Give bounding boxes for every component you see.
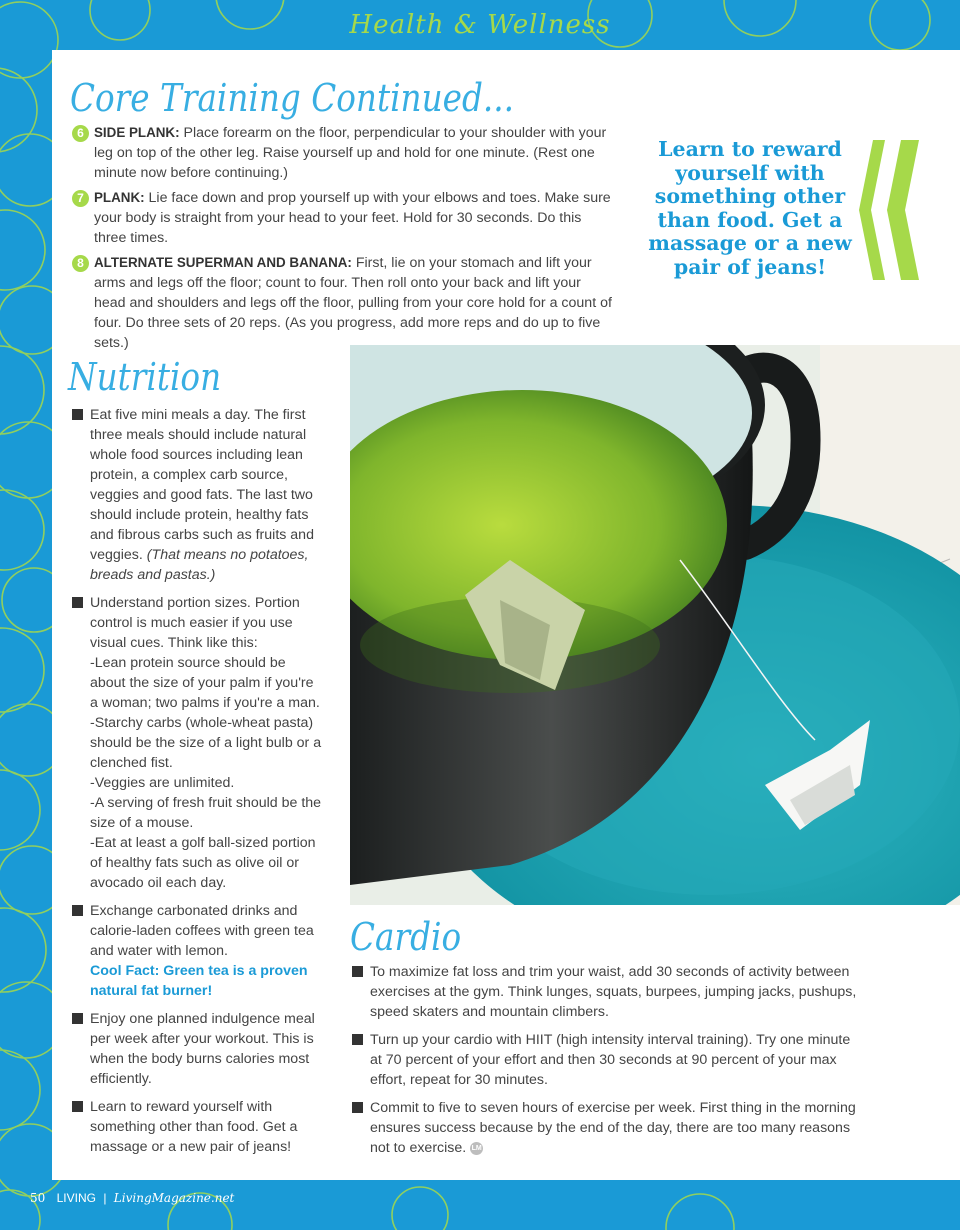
cardio-list bbox=[352, 962, 858, 1166]
footer-separator: | bbox=[103, 1191, 107, 1205]
bullet-square-icon bbox=[72, 409, 83, 420]
green-tea-photo bbox=[350, 345, 960, 905]
core-step bbox=[72, 123, 612, 183]
step-text: Lie face down and prop yourself up with your elbows and toes. Make sure your body is straight from your head to your feet. Hold for 30 seconds. Do this three times. bbox=[94, 190, 611, 246]
magazine-page bbox=[52, 50, 960, 1180]
step-label: ALTERNATE SUPERMAN AND BANANA: bbox=[94, 255, 352, 270]
bullet-square-icon bbox=[72, 1013, 83, 1024]
footer-brand: LIVING bbox=[56, 1191, 96, 1205]
cardio-item-text: Commit to five to seven hours of exercise per week. First thing in the morning ensures success because by the end of the day, there are too many reasons not to exercise. bbox=[370, 1100, 856, 1156]
nutrition-item-text: Enjoy one planned indulgence meal per week after your workout. This is when the body burns calories most efficiently. bbox=[90, 1011, 315, 1087]
section-header bbox=[0, 0, 960, 50]
bullet-square-icon bbox=[352, 1102, 363, 1113]
step-label: SIDE PLANK: bbox=[94, 125, 180, 140]
nutrition-item bbox=[72, 1009, 322, 1089]
nutrition-item bbox=[72, 405, 322, 585]
chevron-quote-icon bbox=[859, 140, 923, 280]
step-number-badge: 7 bbox=[72, 190, 89, 207]
page-number: 50 bbox=[30, 1191, 46, 1205]
step-number-badge: 6 bbox=[72, 125, 89, 142]
cardio-item bbox=[352, 1098, 858, 1158]
core-steps-list bbox=[72, 123, 612, 358]
cardio-item bbox=[352, 1030, 858, 1090]
core-training-title: Core Training Continued... bbox=[70, 76, 515, 120]
cardio-title: Cardio bbox=[350, 915, 462, 959]
portion-cue: -Veggies are unlimited. bbox=[90, 775, 235, 791]
bullet-square-icon bbox=[72, 597, 83, 608]
nutrition-item bbox=[72, 593, 322, 893]
bullet-square-icon bbox=[72, 905, 83, 916]
portion-cue: -A serving of fresh fruit should be the size of a mouse. bbox=[90, 795, 322, 831]
footer-site: LivingMagazine.net bbox=[113, 1191, 235, 1205]
cool-fact-highlight: Cool Fact: Green tea is a proven natural fat burner! bbox=[90, 963, 308, 999]
nutrition-item-text: Exchange carbonated drinks and calorie-laden coffees with green tea and water with lemon. bbox=[90, 903, 314, 959]
step-text: First, lie on your stomach and lift your arms and legs off the floor; count to four. Then roll onto your back and lift your head and shoulders and legs off the floor, pulling from your core hold for a count of four. Do three sets of 20 reps. (As you progress, add more reps and do up to five sets.) bbox=[94, 255, 612, 351]
step-text: Place forearm on the floor, perpendicular to your shoulder with your leg on top of the other leg. Raise yourself up and hold for one minute. (Rest one minute now before continuing.) bbox=[94, 125, 607, 181]
nutrition-item bbox=[72, 1097, 322, 1157]
nutrition-title: Nutrition bbox=[68, 355, 222, 399]
pull-quote: Learn to reward yourself with something other than food. Get a massage or a new pair of jeans! bbox=[648, 137, 852, 279]
portion-cue: -Lean protein source should be about the size of your palm if you're a woman; two palms if you're a man. bbox=[90, 655, 320, 711]
cardio-item-text: To maximize fat loss and trim your waist, add 30 seconds of activity between exercises at the gym. Think lunges, squats, burpees, jumping jacks, pushups, speed skaters and mountain climbers. bbox=[370, 964, 857, 1020]
nutrition-item bbox=[72, 901, 322, 1001]
nutrition-item-text: Learn to reward yourself with something other than food. Get a massage or a new pair of jeans! bbox=[90, 1099, 298, 1155]
portion-cue: -Starchy carbs (whole-wheat pasta) should be the size of a light bulb or a clenched fist. bbox=[90, 715, 322, 771]
bullet-square-icon bbox=[352, 1034, 363, 1045]
page-footer bbox=[30, 1191, 234, 1205]
core-step bbox=[72, 188, 612, 248]
nutrition-item-text: Eat five mini meals a day. The first three meals should include natural whole food sources including lean protein, a complex carb source, veggies and good fats. The last two should include protein, healthy fats and fibrous carbs such as fruits and veggies. bbox=[90, 407, 314, 563]
cardio-item-text: Turn up your cardio with HIIT (high intensity interval training). Try one minute at 70 percent of your effort and then 30 seconds at 90 percent of your max effort, repeat for 30 minutes. bbox=[370, 1032, 851, 1088]
end-mark-icon: LM bbox=[470, 1142, 483, 1155]
nutrition-item-text: Understand portion sizes. Portion control is much easier if you use visual cues. Think like this: bbox=[90, 595, 300, 651]
header-title: Health & Wellness bbox=[349, 10, 611, 40]
bullet-square-icon bbox=[352, 966, 363, 977]
nutrition-list bbox=[72, 405, 322, 1165]
step-number-badge: 8 bbox=[72, 255, 89, 272]
cardio-item bbox=[352, 962, 858, 1022]
step-label: PLANK: bbox=[94, 190, 145, 205]
bullet-square-icon bbox=[72, 1101, 83, 1112]
core-step bbox=[72, 253, 612, 353]
nutrition-item-note: (That means no potatoes, breads and pastas.) bbox=[90, 547, 309, 583]
portion-cue: -Eat at least a golf ball-sized portion of healthy fats such as olive oil or avocado oil each day. bbox=[90, 835, 316, 891]
